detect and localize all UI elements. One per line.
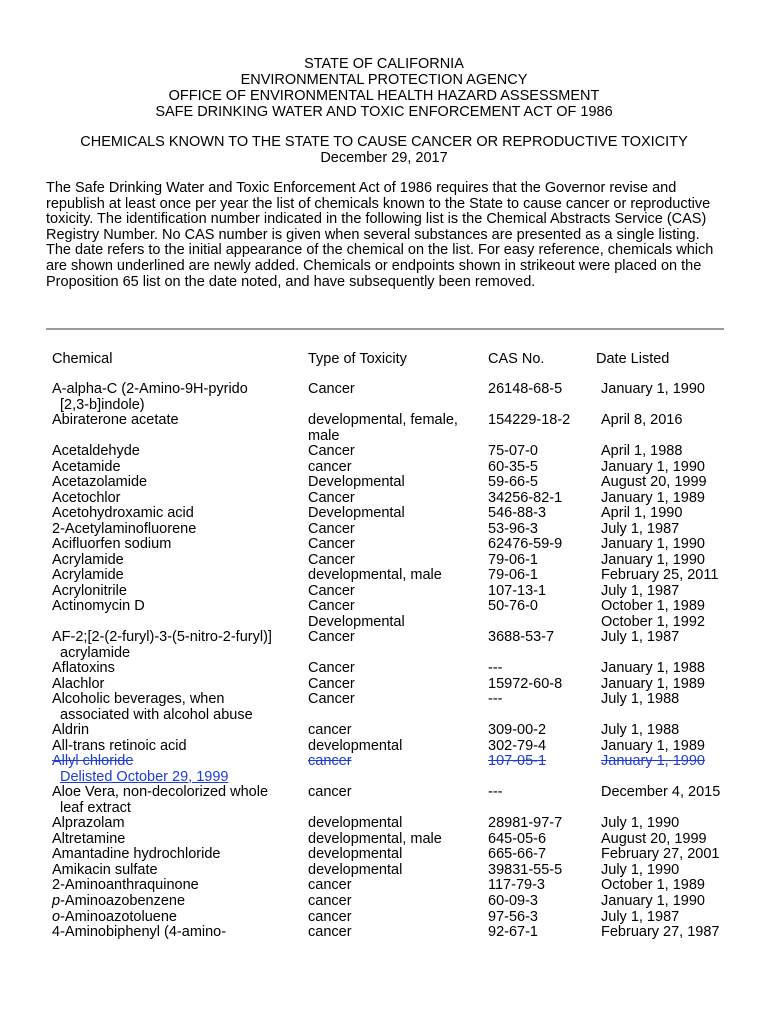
date-listed: January 1, 1989 [601, 738, 705, 754]
chemical-name: Acetohydroxamic acid [52, 505, 194, 521]
chemical-name: o-Aminoazotoluene [52, 909, 177, 925]
chemical-name: Aldrin [52, 722, 90, 738]
cas-number: 50-76-0 [488, 598, 538, 614]
toxicity-type: cancer [308, 722, 352, 738]
header-line: OFFICE OF ENVIRONMENTAL HEALTH HAZARD ASSESSMENT [168, 88, 600, 104]
cas-number: 62476-59-9 [488, 536, 563, 552]
date-listed: April 1, 1990 [601, 505, 683, 521]
column-header-chemical: Chemical [52, 351, 113, 367]
toxicity-type: Cancer [308, 490, 355, 506]
date-listed: January 1, 1989 [601, 676, 705, 692]
column-header-toxicity: Type of Toxicity [308, 351, 407, 367]
cas-number: 92-67-1 [488, 924, 538, 940]
delisted-note: Delisted October 29, 1999 [60, 768, 229, 785]
cas-number: 60-35-5 [488, 459, 538, 475]
date-listed: October 1, 1989 [601, 598, 705, 614]
toxicity-type: Cancer [308, 536, 355, 552]
date-listed: July 1, 1987 [601, 583, 680, 599]
toxicity-type: developmental [308, 846, 403, 862]
toxicity-type: Developmental [308, 474, 405, 490]
toxicity-type: cancer [308, 877, 352, 893]
chemical-name: Alcoholic beverages, when [52, 691, 225, 707]
chemical-name: Acetazolamide [52, 474, 148, 490]
toxicity-type: developmental [308, 815, 403, 831]
chemical-name: 2-Acetylaminofluorene [52, 521, 197, 537]
chemical-name: 2-Aminoanthraquinone [52, 877, 199, 893]
toxicity-type: Developmental [308, 505, 405, 521]
cas-number: 75-07-0 [488, 443, 538, 459]
cas-number: --- [488, 691, 503, 707]
chemical-name: Alprazolam [52, 815, 125, 831]
cas-number: 79-06-1 [488, 567, 538, 583]
toxicity-type: Cancer [308, 691, 355, 707]
chemical-name: A-alpha-C (2-Amino-9H-pyrido [52, 381, 248, 397]
chemical-name: Abiraterone acetate [52, 412, 179, 428]
toxicity-type: Cancer [308, 443, 355, 459]
document-title: CHEMICALS KNOWN TO THE STATE TO CAUSE CANCER OR REPRODUCTIVE TOXICITY [80, 134, 688, 150]
column-header-cas: CAS No. [488, 351, 545, 367]
cas-number: 53-96-3 [488, 521, 538, 537]
toxicity-type: Cancer [308, 676, 355, 692]
chemical-name: Acetochlor [52, 490, 121, 506]
chemical-name: AF-2;[2-(2-furyl)-3-(5-nitro-2-furyl)] [52, 629, 272, 645]
chemical-name: associated with alcohol abuse [60, 706, 253, 723]
header-line: SAFE DRINKING WATER AND TOXIC ENFORCEMENT ACT OF 1986 [155, 104, 613, 120]
chemical-name: Aflatoxins [52, 660, 115, 676]
date-listed: July 1, 1988 [601, 691, 680, 707]
document-date: December 29, 2017 [320, 150, 448, 166]
date-listed: August 20, 1999 [601, 831, 707, 847]
chemical-name: leaf extract [60, 799, 131, 816]
date-listed: February 27, 1987 [601, 924, 720, 940]
cas-number: 645-05-6 [488, 831, 547, 847]
date-listed: October 1, 1992 [601, 613, 705, 630]
cas-number: 117-79-3 [488, 877, 545, 893]
toxicity-type: Cancer [308, 552, 355, 568]
cas-number: 97-56-3 [488, 909, 538, 925]
date-listed: October 1, 1989 [601, 877, 705, 893]
date-listed: January 1, 1990 [601, 893, 705, 909]
date-listed: January 1, 1990 [601, 753, 705, 769]
cas-number: 15972-60-8 [488, 676, 563, 692]
horizontal-divider [46, 328, 724, 330]
header-line: ENVIRONMENTAL PROTECTION AGENCY [240, 72, 528, 88]
chemical-name: Amikacin sulfate [52, 862, 158, 878]
toxicity-type: developmental [308, 738, 403, 754]
toxicity-type: cancer [308, 459, 352, 475]
cas-number: 59-66-5 [488, 474, 538, 490]
toxicity-type: developmental, male [308, 831, 442, 847]
date-listed: February 27, 2001 [601, 846, 720, 862]
toxicity-type: cancer [308, 893, 352, 909]
chemical-name: Altretamine [52, 831, 126, 847]
intro-paragraph: The Safe Drinking Water and Toxic Enforcement Act of 1986 requires that the Governor revise and republish at least once per year the list of chemicals known to the State to cause cancer or reproductive toxicity. The identification number indicated in the following list is the Chemical Abstracts Service (CAS) Registry Number. No CAS number is given when several substances are presented as a single listing. The date refers to the initial appearance of the chemical on the list. For easy reference, chemicals which are shown underlined are newly added. Chemicals or endpoints shown in strikeout were placed on the Proposition 65 list on the date noted, and have subsequently been removed. [46, 180, 714, 290]
toxicity-type: cancer [308, 753, 352, 769]
cas-number: 3688-53-7 [488, 629, 555, 645]
chemical-name: 4-Aminobiphenyl (4-amino- [52, 924, 227, 940]
cas-number: 60-09-3 [488, 893, 538, 909]
date-listed: July 1, 1987 [601, 521, 680, 537]
cas-number: 107-13-1 [488, 583, 547, 599]
toxicity-type: developmental, female, [308, 412, 458, 428]
chemical-name: acrylamide [60, 644, 131, 661]
chemical-name: Acrylonitrile [52, 583, 127, 599]
toxicity-type: cancer [308, 909, 352, 925]
date-listed: July 1, 1990 [601, 862, 680, 878]
cas-number: 26148-68-5 [488, 381, 563, 397]
cas-number: 34256-82-1 [488, 490, 563, 506]
date-listed: April 1, 1988 [601, 443, 683, 459]
toxicity-type: Developmental [308, 613, 405, 630]
date-listed: January 1, 1990 [601, 381, 705, 397]
chemical-name: Actinomycin D [52, 598, 145, 614]
chemical-name: Allyl chloride [52, 753, 134, 769]
toxicity-type: Cancer [308, 583, 355, 599]
date-listed: January 1, 1988 [601, 660, 705, 676]
date-listed: January 1, 1990 [601, 536, 705, 552]
chemical-name: Amantadine hydrochloride [52, 846, 221, 862]
cas-number: 28981-97-7 [488, 815, 563, 831]
document-header [0, 56, 768, 120]
chemical-name: Alachlor [52, 676, 105, 692]
date-listed: July 1, 1990 [601, 815, 680, 831]
toxicity-type: Cancer [308, 598, 355, 614]
chemical-name: All-trans retinoic acid [52, 738, 187, 754]
chemical-name: Acetaldehyde [52, 443, 140, 459]
cas-number: 309-00-2 [488, 722, 547, 738]
date-listed: December 4, 2015 [601, 784, 721, 800]
cas-number: 107-05-1 [488, 753, 547, 769]
date-listed: August 20, 1999 [601, 474, 707, 490]
date-listed: January 1, 1990 [601, 552, 705, 568]
toxicity-type: Cancer [308, 521, 355, 537]
cas-number: 302-79-4 [488, 738, 547, 754]
date-listed: February 25, 2011 [601, 567, 719, 583]
date-listed: July 1, 1987 [601, 909, 680, 925]
date-listed: January 1, 1990 [601, 459, 705, 475]
cas-number: --- [488, 784, 503, 800]
toxicity-type: cancer [308, 784, 352, 800]
chemical-name: Aloe Vera, non-decolorized whole [52, 784, 269, 800]
date-listed: April 8, 2016 [601, 412, 683, 428]
date-listed: July 1, 1988 [601, 722, 680, 738]
cas-number: 154229-18-2 [488, 412, 571, 428]
toxicity-type: Cancer [308, 629, 355, 645]
date-listed: January 1, 1989 [601, 490, 705, 506]
cas-number: 39831-55-5 [488, 862, 563, 878]
cas-number: 665-66-7 [488, 846, 547, 862]
chemical-name: p-Aminoazobenzene [52, 893, 186, 909]
toxicity-type: male [308, 427, 340, 444]
column-header-date: Date Listed [596, 351, 670, 367]
date-listed: July 1, 1987 [601, 629, 680, 645]
cas-number: 79-06-1 [488, 552, 538, 568]
toxicity-type: Cancer [308, 381, 355, 397]
chemical-name: Acrylamide [52, 552, 124, 568]
cas-number: 546-88-3 [488, 505, 547, 521]
toxicity-type: cancer [308, 924, 352, 940]
toxicity-type: developmental, male [308, 567, 442, 583]
chemical-name: Acetamide [52, 459, 121, 475]
chemical-name: [2,3-b]indole) [60, 396, 145, 413]
cas-number: --- [488, 660, 503, 676]
document-subtitle [0, 134, 768, 166]
toxicity-type: developmental [308, 862, 403, 878]
header-line: STATE OF CALIFORNIA [304, 56, 464, 72]
chemical-name: Acifluorfen sodium [52, 536, 172, 552]
toxicity-type: Cancer [308, 660, 355, 676]
chemical-name: Acrylamide [52, 567, 124, 583]
